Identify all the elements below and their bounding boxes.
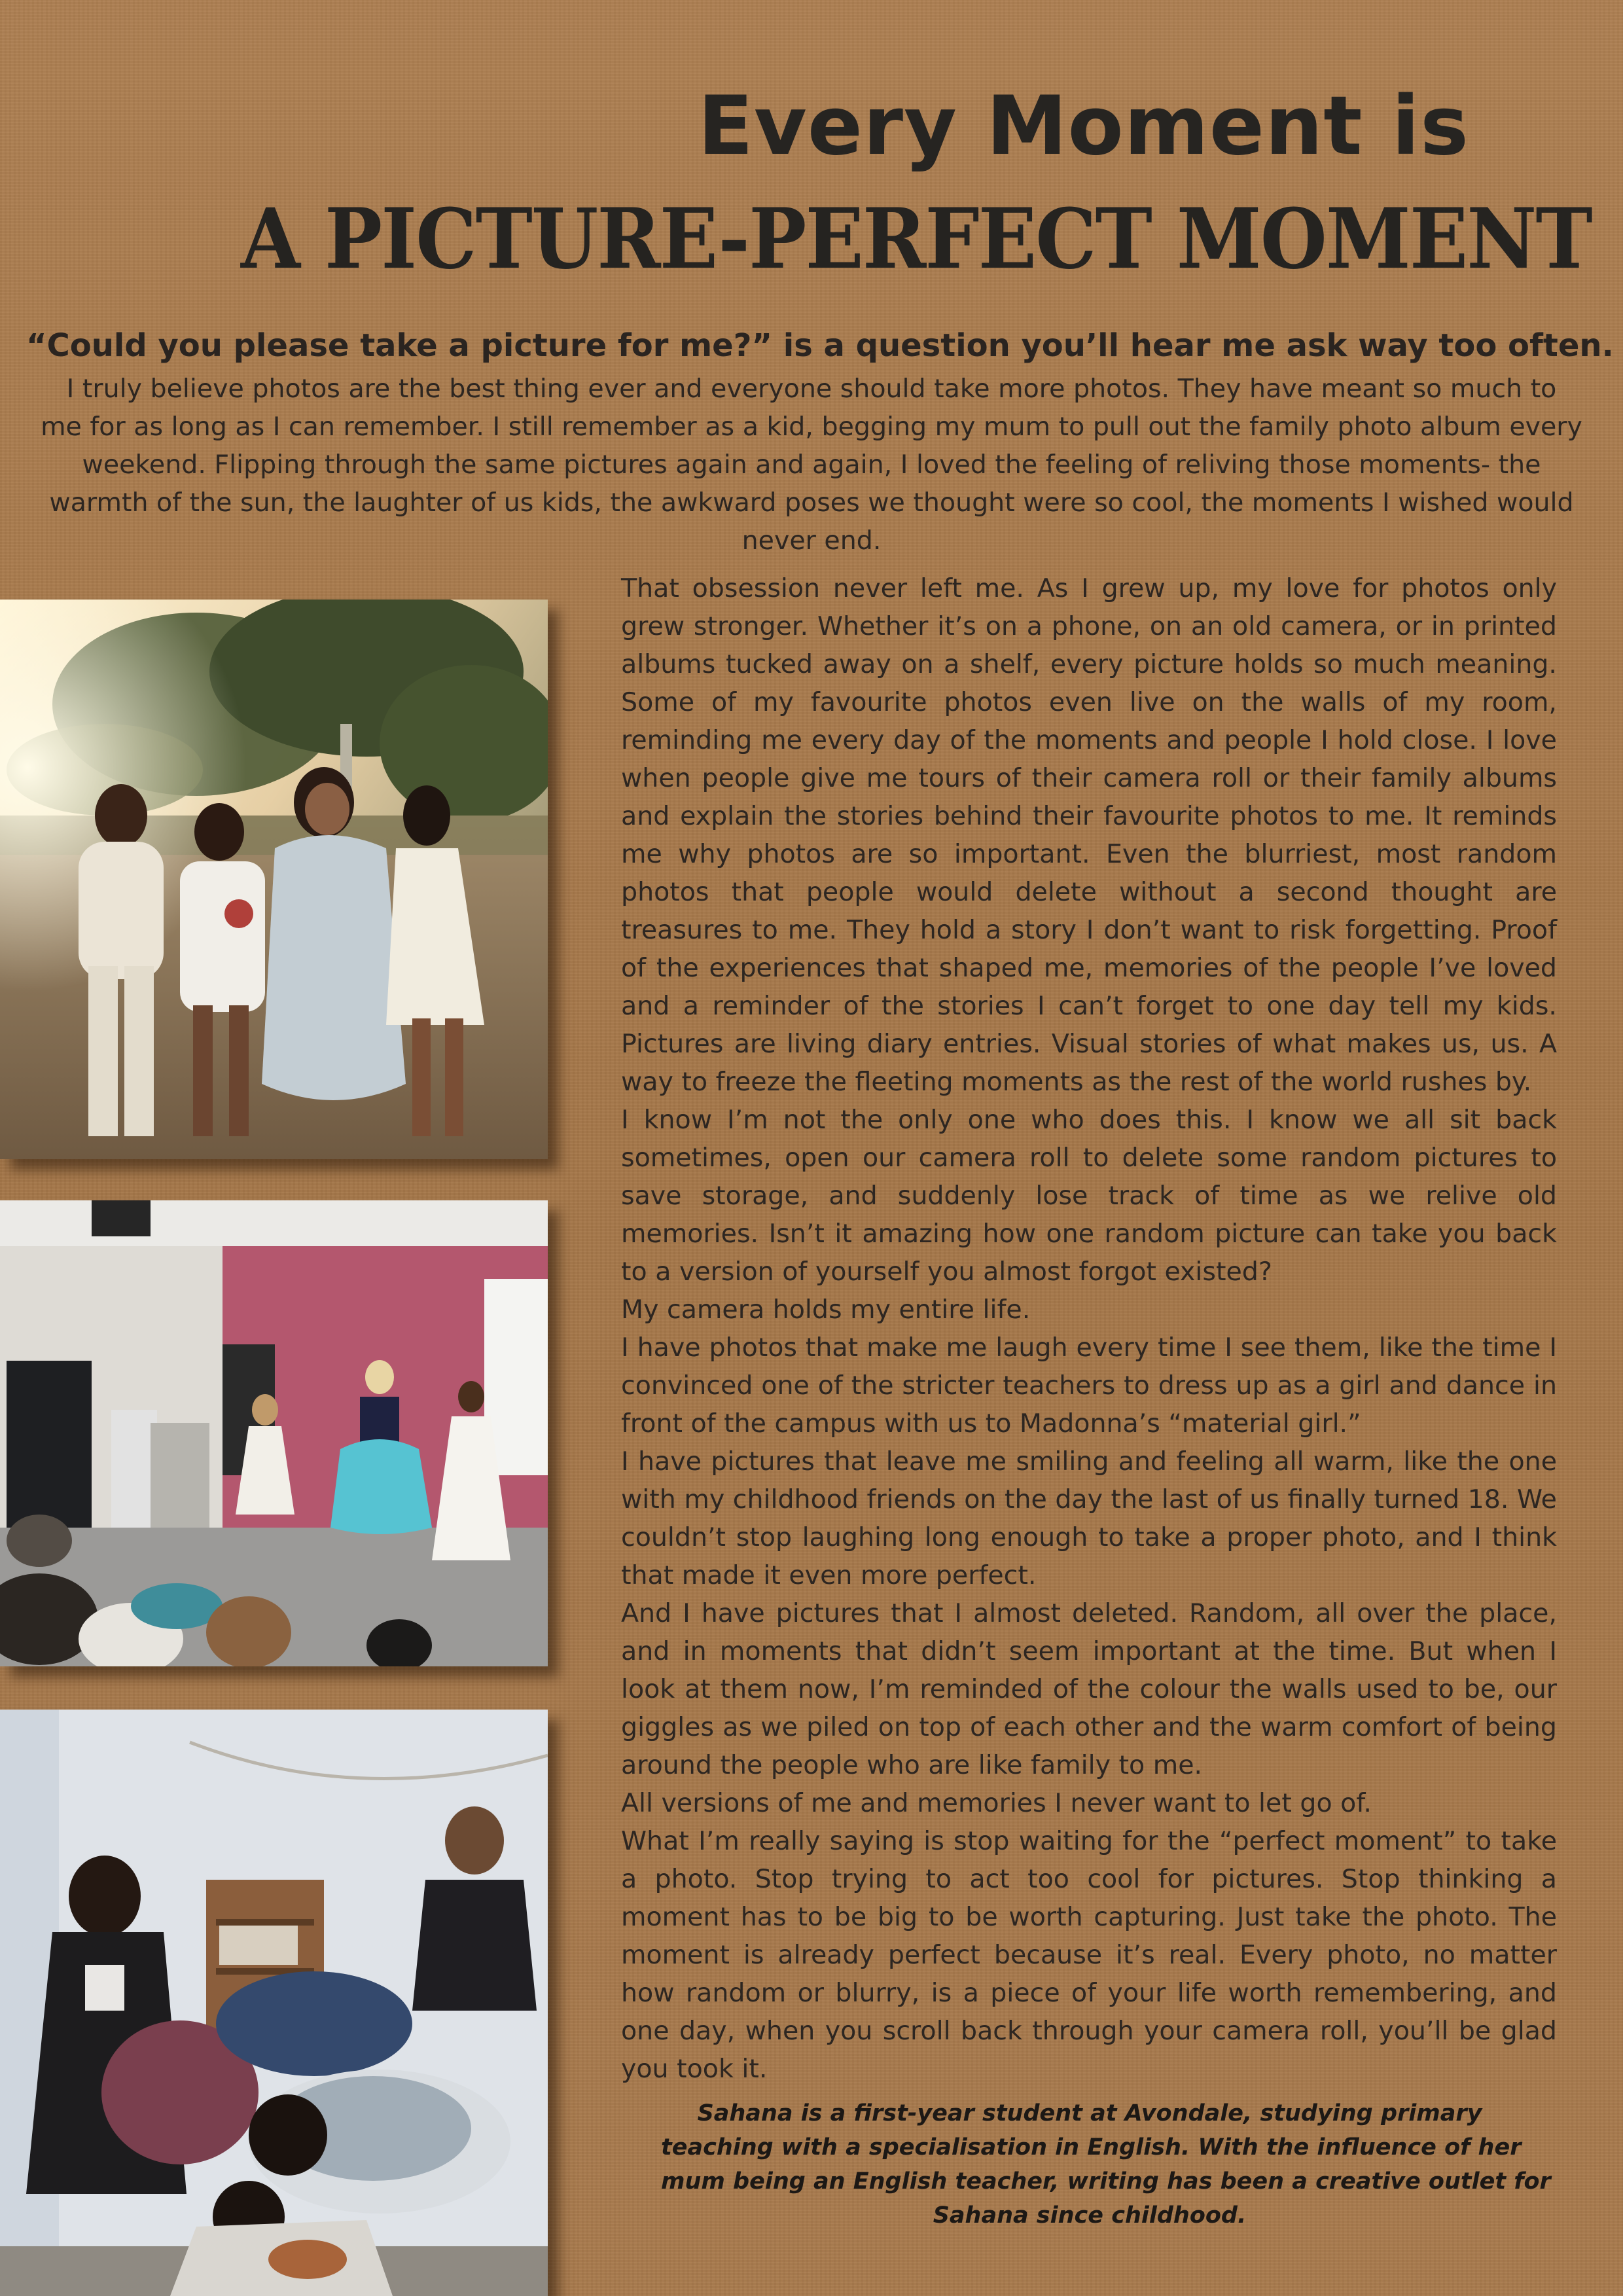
lead-quote: “Could you please take a picture for me?” is a question you’ll hear me ask way too often. <box>26 327 1614 364</box>
body-paragraph: That obsession never left me. As I grew up, my love for photos only grew stronger. Whether it’s on a phone, on an old camera, or in printed albums tucked away on a shelf, every picture holds so much meaning. Some of my favourite photos even live on the walls of my room, reminding me every day of the moments and people I hold close. I love when people give me tours of their camera roll or their family albums and explain the stories behind their favourite photos to me. It reminds me why photos are so important. Even the blurriest, most random photos that people would delete without a second thought are treasures to me. They hold a story I don’t want to risk forgetting. Proof of the experiences that shaped me, memories of the people I’ve loved and a reminder of the stories I can’t forget to one day tell my kids. Pictures are living diary entries. Visual stories of what makes us, us. A way to freeze the fleeting moments as the rest of the world rushes by. <box>621 573 1557 1097</box>
photo-friends-pile <box>0 1710 548 2296</box>
intro-line: weekend. Flipping through the same pictures again and again, I loved the feeling of reliving those moments- the <box>82 450 1541 480</box>
body-paragraph: And I have pictures that I almost deleted. Random, all over the place, and in moments that didn’t seem important at the time. But when I look at them now, I’m reminded of the colour the walls used to be, our giggles as we piled on top of each other and the warm comfort of being around the people who are like family to me. <box>621 1598 1557 1780</box>
body-paragraph: What I’m really saying is stop waiting for the “perfect moment” to take a photo. Stop trying to act too cool for pictures. Stop thinking a moment has to be big to be worth capturing. Just take the photo. The moment is already perfect because it’s real. Every photo, no matter how random or blurry, is a piece of your life worth remembering, and one day, when you scroll back through your camera roll, you’ll be glad you took it. <box>621 1826 1557 2084</box>
author-bio-line: mum being an English teacher, writing has been a creative outlet for <box>661 2168 1551 2195</box>
page-title-line1: Every Moment is <box>698 79 1469 173</box>
author-bio-line: Sahana is a first-year student at Avondale, studying primary <box>697 2100 1482 2126</box>
intro-line: I truly believe photos are the best thing ever and everyone should take more photos. They have meant so much to <box>66 374 1557 404</box>
photo-friends-sunset <box>0 600 548 1159</box>
photo-dance-performance <box>0 1200 548 1666</box>
intro-line: warmth of the sun, the laughter of us kids, the awkward poses we thought were so cool, the moments I wished would <box>49 488 1574 518</box>
body-paragraph: My camera holds my entire life. <box>621 1295 1031 1325</box>
body-paragraph: I have pictures that leave me smiling and feeling all warm, like the one with my childhood friends on the day the last of us finally turned 18. We couldn’t stop laughing long enough to take a proper photo, and I think that made it even more perfect. <box>621 1446 1557 1590</box>
author-bio-line: teaching with a specialisation in English. With the influence of her <box>661 2134 1522 2161</box>
body-paragraph: I have photos that make me laugh every time I see them, like the time I convinced one of the stricter teachers to dress up as a girl and dance in front of the campus with us to Madonna’s “material girl.” <box>621 1333 1557 1439</box>
body-paragraph: All versions of me and memories I never want to let go of. <box>621 1788 1372 1818</box>
intro-paragraph <box>20 370 1603 560</box>
author-bio-line: Sahana since childhood. <box>933 2202 1247 2229</box>
intro-line: never end. <box>741 526 882 556</box>
article-body <box>621 569 1557 2088</box>
page-title-line2: A PICTURE-PERFECT MOMENT <box>241 190 1592 287</box>
intro-line: me for as long as I can remember. I still remember as a kid, begging my mum to pull out the family photo album every <box>41 412 1582 442</box>
body-paragraph: I know I’m not the only one who does this. I know we all sit back sometimes, open our camera roll to delete some random pictures to save storage, and suddenly lose track of time as we relive old memories. Isn’t it amazing how one random picture can take you back to a version of yourself you almost forgot existed? <box>621 1105 1557 1287</box>
author-bio <box>661 2096 1551 2233</box>
